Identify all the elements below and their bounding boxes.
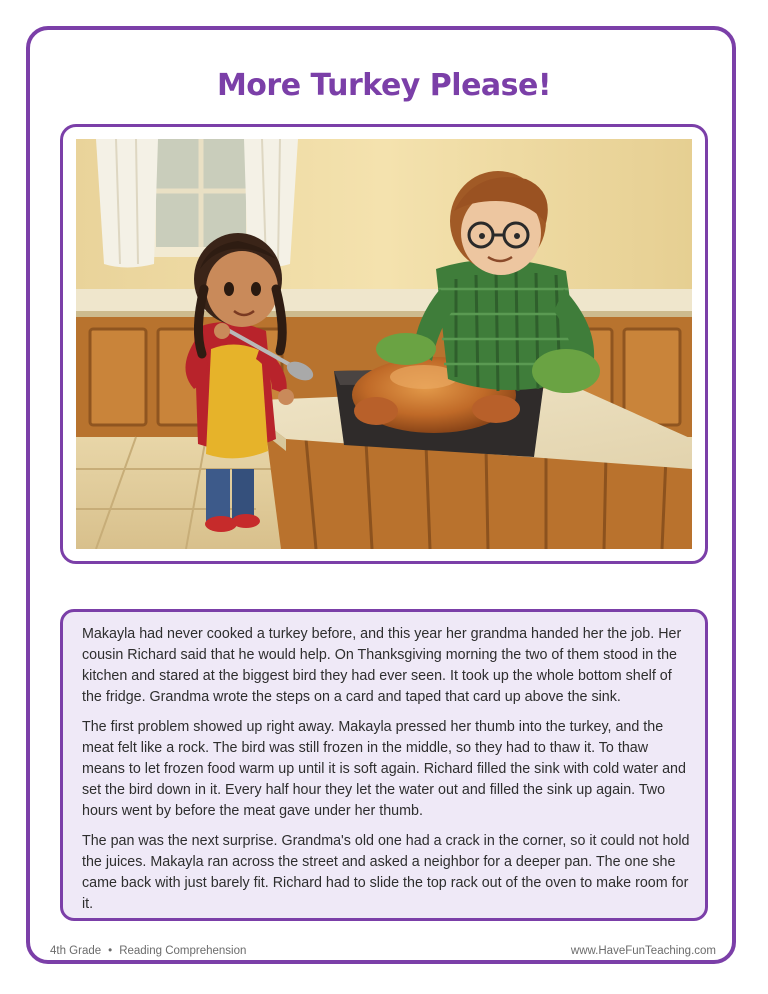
- page-title: More Turkey Please!: [216, 68, 552, 104]
- kids-cooking-turkey-illustration: [76, 139, 692, 549]
- footer-separator: •: [108, 945, 113, 957]
- footer-subject: Reading Comprehension: [119, 945, 247, 957]
- illustration-frame: [60, 124, 708, 564]
- footer-grade: 4th Grade: [50, 945, 102, 957]
- story-text-box: [60, 609, 708, 921]
- story-paragraph-3: The pan was the next surprise. Grandma's old one had a crack in the corner, so it could not hold the juices. Makayla ran across the street and asked a neighbor for a deeper pan. The one she came back with just barely fit. Richard had to slide the top rack out of the oven to make room for it.: [82, 833, 690, 912]
- story-paragraph-1: Makayla had never cooked a turkey before, and this year her grandma handed her the job. Her cousin Richard said that he would help. On Thanksgiving morning the two of them stood in the kitchen and stared at the biggest bird they had ever seen. It took up the whole bottom shelf of the fridge. Grandma wrote the steps on a card and taped that card up above the sink.: [82, 626, 682, 705]
- footer-website[interactable]: www.HaveFunTeaching.com: [570, 945, 716, 957]
- footer-grade-subject: [50, 945, 246, 957]
- story-paragraph-2: The first problem showed up right away. Makayla pressed her thumb into the turkey, and the meat felt like a rock. The bird was still frozen in the middle, so they had to thaw it. To thaw means to let frozen food warm up until it is soft again. Richard filled the sink with cold water and set the bird down in it. Every half hour they let the water out and filled the sink up again. Two hours went by before the meat gave under her thumb.: [82, 719, 686, 819]
